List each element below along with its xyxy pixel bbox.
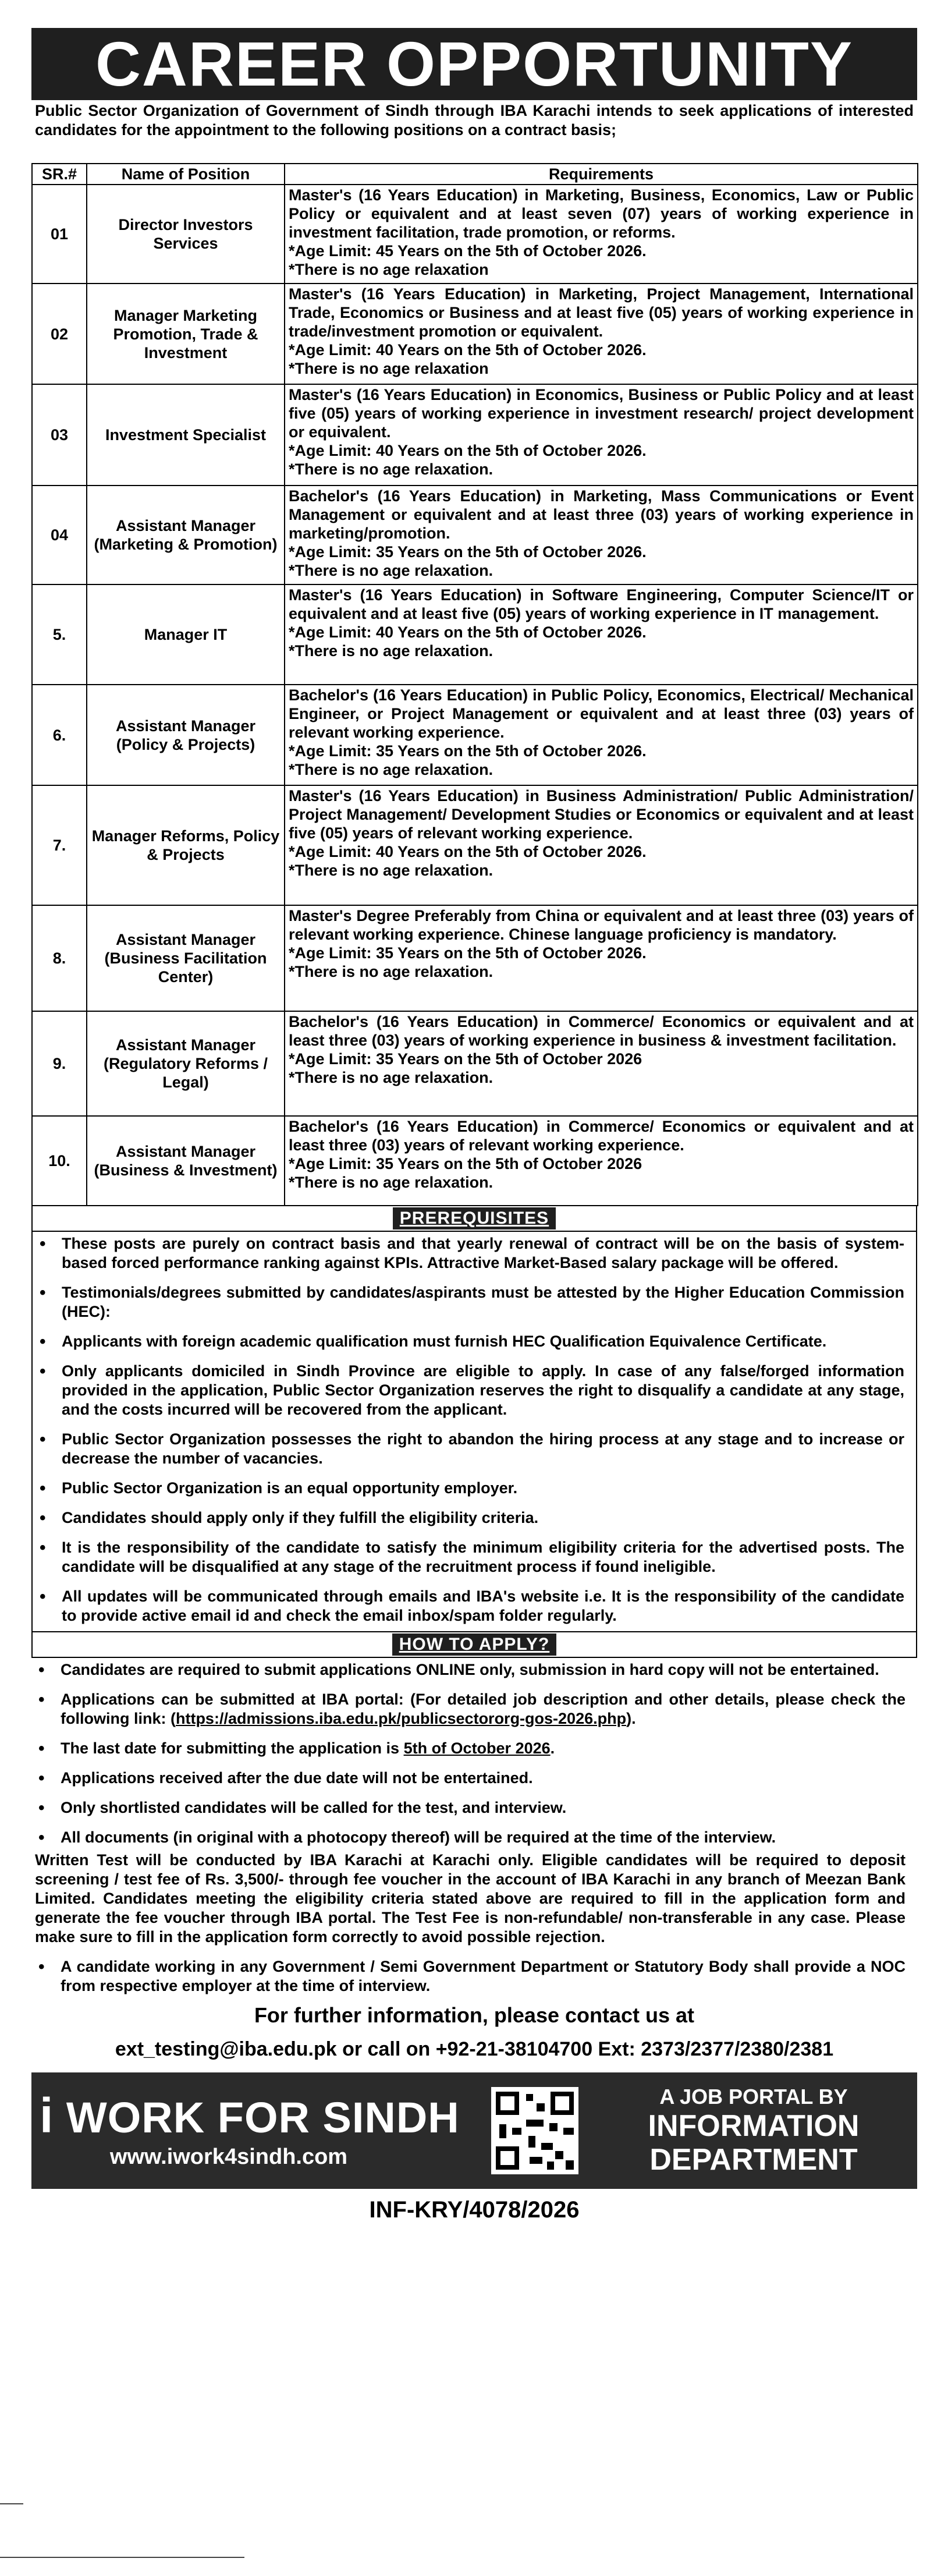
table-row (32, 1011, 918, 1116)
row-sr: 6. (32, 685, 87, 785)
bullet-icon: • (40, 1362, 46, 1381)
row-position: Investment Specialist (87, 384, 285, 486)
row-position: Manager IT (87, 584, 285, 685)
row-position: Assistant Manager (Marketing & Promotion) (87, 486, 285, 584)
bullet-icon: • (38, 1739, 45, 1758)
header-position: Name of Position (87, 164, 285, 185)
req-text: Master's Degree Preferably from China or equivalent and at least three (03) years of relevant working experience. Chinese language proficiency is mandatory. (289, 907, 914, 943)
bullet-icon: • (38, 1660, 45, 1679)
iwork4sindh-banner (31, 2072, 917, 2189)
req-age: *Age Limit: 40 Years on the 5th of October 2026. (289, 843, 647, 860)
bullet-icon: • (40, 1283, 46, 1302)
row-requirements (285, 1011, 918, 1116)
row-requirements (285, 384, 918, 486)
qr-code-icon (491, 2087, 578, 2174)
req-text: Bachelor's (16 Years Education) in Public Policy, Economics, Electrical/ Mechanical Engineer, or Project Management or equivalent and at least three (03) years of relevant working experience. (289, 686, 914, 741)
req-relax: *There is no age relaxation (289, 261, 489, 278)
row-position: Manager Reforms, Policy & Projects (87, 785, 285, 905)
req-age: *Age Limit: 35 Years on the 5th of October 2026. (289, 944, 647, 962)
last-date: 5th of October 2026 (403, 1739, 551, 1757)
bullet-icon: • (38, 1690, 45, 1709)
list-item: • Public Sector Organization is an equal opportunity employer. (40, 1479, 518, 1498)
table-header-row (32, 164, 918, 185)
req-text: Master's (16 Years Education) in Business Administration/ Public Administration/ Project Management/ Development Studies or Economics or equivalent and at least five (05) years of relevant working experience. (289, 787, 914, 842)
bullet-icon: • (40, 1234, 46, 1253)
table-row (32, 384, 918, 486)
req-text: Master's (16 Years Education) in Economics, Business or Public Policy and at least five (05) years of working experience in investment research/ project development or equivalent. (289, 386, 914, 441)
row-requirements (285, 1116, 918, 1206)
row-sr: 03 (32, 384, 87, 486)
req-relax: *There is no age relaxation. (289, 761, 493, 778)
req-relax: *There is no age relaxation. (289, 1174, 493, 1191)
row-requirements (285, 785, 918, 905)
list-item: • Only applicants domiciled in Sindh Province are eligible to apply. In case of any false/forged information provided in the application, Public Sector Organization reserves the right to disqualify a candidate at any stage, and the costs incurred will be recovered from the applicant. (40, 1362, 904, 1418)
list-item: • Only shortlisted candidates will be called for the test, and interview. (38, 1798, 567, 1817)
bullet-icon: • (38, 1828, 45, 1847)
bullet-icon: • (38, 1769, 45, 1788)
bullet-icon: • (40, 1479, 46, 1498)
contact-heading: For further information, please contact us at (254, 2003, 695, 2027)
header-sr: SR.# (32, 164, 87, 185)
list-item: • Applicants with foreign academic qualification must furnish HEC Qualification Equivalence Certificate. (40, 1332, 827, 1351)
req-text: Bachelor's (16 Years Education) in Commerce/ Economics or equivalent and at least three (03) years of relevant working experience. (289, 1118, 914, 1154)
table-row (32, 685, 918, 785)
bullet-icon: • (40, 1430, 46, 1449)
intro-paragraph: Public Sector Organization of Government of Sindh through IBA Karachi intends to seek applications of interested candidates for the appointment to the following positions on a contract basis; (35, 102, 914, 139)
row-position: Manager Marketing Promotion, Trade & Investment (87, 284, 285, 384)
list-item: • The last date for submitting the application is 5th of October 2026. (38, 1739, 555, 1758)
prerequisites-heading: PREREQUISITES (31, 1206, 917, 1232)
list-item: • All updates will be communicated through emails and IBA's website i.e. It is the responsibility of the candidate to provide active email id and check the email inbox/spam folder regularly. (40, 1587, 904, 1624)
list-item: • All documents (in original with a photocopy thereof) will be required at the time of the interview. (38, 1828, 776, 1847)
req-relax: *There is no age relaxation (289, 360, 489, 377)
req-age: *Age Limit: 40 Years on the 5th of October 2026. (289, 442, 647, 459)
portal-url[interactable]: www.iwork4sindh.com (109, 2144, 348, 2169)
row-sr: 01 (32, 185, 87, 284)
req-age: *Age Limit: 35 Years on the 5th of October 2026. (289, 742, 647, 760)
row-requirements (285, 284, 918, 384)
req-relax: *There is no age relaxation. (289, 862, 493, 879)
career-opportunity-banner: CAREER OPPORTUNITY (31, 28, 917, 100)
table-row (32, 1116, 918, 1206)
positions-table (31, 163, 918, 1206)
req-age: *Age Limit: 45 Years on the 5th of October 2026. (289, 242, 647, 260)
req-relax: *There is no age relaxation. (289, 642, 493, 660)
table-row (32, 785, 918, 905)
test-fee-paragraph: Written Test will be conducted by IBA Karachi at Karachi only. Eligible candidates will be required to deposit screening / test fee of Rs. 3,500/- through fee voucher in the account of IBA Karachi in any branch of Meezan Bank Limited. Candidates meeting the eligibility criteria stated above are required to fill in the application form and generate the fee voucher through IBA portal. The Test Fee is non-refundable/ non-transferable in any case. Please make sure to fill in the application form correctly to avoid possible rejection. (35, 1851, 906, 1946)
divider (0, 2557, 244, 2558)
table-row (32, 905, 918, 1011)
list-item: • Candidates are required to submit applications ONLINE only, submission in hard copy will not be entertained. (38, 1660, 879, 1679)
i-logo-icon: i (40, 2088, 54, 2143)
application-portal-link[interactable]: https://admissions.iba.edu.pk/publicsectororg-gos-2026.php (175, 1710, 627, 1727)
req-age: *Age Limit: 40 Years on the 5th of October 2026. (289, 623, 647, 641)
how-to-apply-heading: HOW TO APPLY? (31, 1632, 917, 1658)
bullet-icon: • (40, 1508, 46, 1528)
portal-logo: i WORK FOR SINDH (40, 2088, 460, 2143)
req-age: *Age Limit: 40 Years on the 5th of October 2026. (289, 341, 647, 359)
contact-details: ext_testing@iba.edu.pk or call on +92-21-38104700 Ext: 2373/2377/2380/2381 (115, 2038, 834, 2060)
bullet-icon: • (40, 1538, 46, 1557)
row-sr: 10. (32, 1116, 87, 1206)
req-text: Master's (16 Years Education) in Marketing, Business, Economics, Law or Public Policy or equivalent and at least seven (07) years of working experience in investment facilitation, trade promotion, or reforms. (289, 186, 914, 241)
information-department-label: INFORMATION DEPARTMENT (648, 2109, 860, 2177)
req-text: Master's (16 Years Education) in Software Engineering, Computer Science/IT or equivalent and at least five (05) years of working experience in IT management. (289, 586, 914, 622)
list-item: • It is the responsibility of the candidate to satisfy the minimum eligibility criteria for the advertised posts. The candidate will be disqualified at any stage of the recruitment process if found ineligible. (40, 1538, 904, 1575)
row-position: Assistant Manager (Regulatory Reforms / Legal) (87, 1011, 285, 1116)
row-position: Assistant Manager (Business & Investment) (87, 1116, 285, 1206)
req-relax: *There is no age relaxation. (289, 460, 493, 478)
list-item: • Applications received after the due date will not be entertained. (38, 1769, 533, 1788)
row-requirements (285, 486, 918, 584)
prerequisites-list (31, 1232, 917, 1632)
list-item: • Public Sector Organization possesses the right to abandon the hiring process at any stage and to increase or decrease the number of vacancies. (40, 1430, 904, 1467)
advertisement (31, 28, 917, 2549)
divider (0, 2503, 23, 2504)
table-row (32, 185, 918, 284)
portal-by-label: A JOB PORTAL BY (659, 2085, 848, 2109)
req-relax: *There is no age relaxation. (289, 562, 493, 579)
list-item: • A candidate working in any Government / Semi Government Department or Statutory Body shall provide a NOC from respective employer at the time of interview. (38, 1957, 906, 1994)
header-requirements: Requirements (285, 164, 918, 185)
table-row (32, 284, 918, 384)
row-requirements (285, 584, 918, 685)
how-to-apply-list (31, 1658, 917, 2003)
req-relax: *There is no age relaxation. (289, 963, 493, 980)
row-requirements (285, 185, 918, 284)
list-item: • Candidates should apply only if they fulfill the eligibility criteria. (40, 1508, 539, 1528)
list-item: • Applications can be submitted at IBA portal: (For detailed job description and other details, please check the following link: (https://admissions.iba.edu.pk/publicsectororg-gos-2026.php). (38, 1690, 906, 1727)
list-item: • Testimonials/degrees submitted by candidates/aspirants must be attested by the Higher Education Commission (HEC): (40, 1283, 904, 1320)
req-text: Master's (16 Years Education) in Marketing, Project Management, International Trade, Economics or Business and at least five (05) years of working experience in trade/investment promotion or equivalent. (289, 285, 914, 340)
req-text: Bachelor's (16 Years Education) in Marketing, Mass Communications or Event Management or equivalent and at least three (03) years of working experience in marketing/promotion. (289, 487, 914, 542)
req-age: *Age Limit: 35 Years on the 5th of October 2026 (289, 1155, 642, 1172)
row-requirements (285, 905, 918, 1011)
row-sr: 04 (32, 486, 87, 584)
row-sr: 7. (32, 785, 87, 905)
bullet-icon: • (38, 1957, 45, 1976)
row-requirements (285, 685, 918, 785)
row-sr: 8. (32, 905, 87, 1011)
row-sr: 5. (32, 584, 87, 685)
row-position: Assistant Manager (Policy & Projects) (87, 685, 285, 785)
list-item: • These posts are purely on contract basis and that yearly renewal of contract will be on the basis of system-based forced performance ranking against KPIs. Attractive Market-Based salary package will be offered. (40, 1234, 904, 1271)
bullet-icon: • (38, 1798, 45, 1817)
row-sr: 9. (32, 1011, 87, 1116)
table-row (32, 584, 918, 685)
table-row (32, 486, 918, 584)
req-text: Bachelor's (16 Years Education) in Commerce/ Economics or equivalent and at least three (03) years of working experience in business & investment facilitation. (289, 1013, 914, 1049)
row-position: Assistant Manager (Business Facilitation Center) (87, 905, 285, 1011)
bullet-icon: • (40, 1332, 46, 1351)
req-relax: *There is no age relaxation. (289, 1069, 493, 1086)
req-age: *Age Limit: 35 Years on the 5th of October 2026. (289, 543, 647, 561)
row-position: Director Investors Services (87, 185, 285, 284)
req-age: *Age Limit: 35 Years on the 5th of October 2026 (289, 1050, 642, 1068)
reference-number: INF-KRY/4078/2026 (369, 2197, 580, 2223)
bullet-icon: • (40, 1587, 46, 1606)
row-sr: 02 (32, 284, 87, 384)
